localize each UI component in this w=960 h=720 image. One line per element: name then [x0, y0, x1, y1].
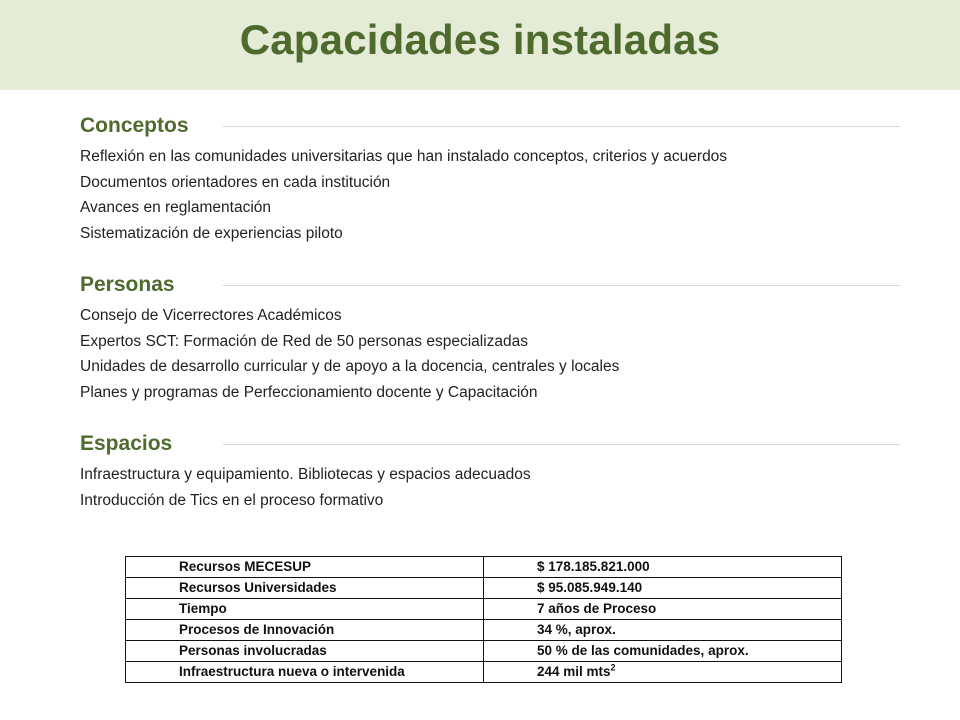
- section-title: Personas: [80, 273, 175, 296]
- section-header: [80, 112, 900, 140]
- section-divider: [223, 126, 900, 127]
- row-value: $ 95.085.949.140: [484, 578, 842, 599]
- row-label: Personas involucradas: [126, 641, 484, 662]
- row-label: Recursos MECESUP: [126, 557, 484, 578]
- row-label: Recursos Universidades: [126, 578, 484, 599]
- row-label: Tiempo: [126, 599, 484, 620]
- list-item: Unidades de desarrollo curricular y de apoyo a la docencia, centrales y locales: [80, 358, 620, 376]
- row-value: 50 % de las comunidades, aprox.: [484, 641, 842, 662]
- list-item: Avances en reglamentación: [80, 199, 272, 217]
- section-header: [80, 271, 900, 299]
- section-header: [80, 430, 900, 458]
- row-value: $ 178.185.821.000: [484, 557, 842, 578]
- table-row: [126, 641, 842, 662]
- list-item: Infraestructura y equipamiento. Bibliotecas y espacios adecuados: [80, 466, 531, 483]
- row-value: [484, 662, 842, 683]
- list-item: Reflexión en las comunidades universitarias que han instalado conceptos, criterios y acuerdos: [80, 148, 728, 165]
- list-item: Planes y programas de Perfeccionamiento docente y Capacitación: [80, 383, 538, 401]
- section-item-list: [80, 144, 900, 246]
- section-divider: [223, 285, 900, 286]
- list-item: Documentos orientadores en cada institución: [80, 173, 391, 191]
- section-divider: [223, 444, 900, 445]
- list-item: Consejo de Vicerrectores Académicos: [80, 307, 342, 324]
- row-value-text: 244 mil mts: [537, 664, 611, 679]
- section-espacios: [80, 430, 900, 513]
- page-title: Capacidades instaladas: [239, 16, 721, 63]
- section-title: Espacios: [80, 432, 173, 455]
- row-label: Procesos de Innovación: [126, 620, 484, 641]
- table-row: [126, 599, 842, 620]
- table-row: [126, 578, 842, 599]
- row-value: 34 %, aprox.: [484, 620, 842, 641]
- summary-table: [125, 556, 842, 683]
- section-personas: [80, 271, 900, 405]
- list-item: Introducción de Tics en el proceso formativo: [80, 491, 384, 509]
- table-row: [126, 557, 842, 578]
- section-conceptos: [80, 112, 900, 246]
- section-item-list: [80, 462, 900, 513]
- table-row: [126, 662, 842, 683]
- table-row: [126, 620, 842, 641]
- row-value-superscript: 2: [610, 662, 616, 673]
- row-value: 7 años de Proceso: [484, 599, 842, 620]
- list-item: Sistematización de experiencias piloto: [80, 224, 343, 242]
- section-item-list: [80, 303, 900, 405]
- section-title: Conceptos: [80, 114, 189, 137]
- row-label: Infraestructura nueva o intervenida: [126, 662, 484, 683]
- list-item: Expertos SCT: Formación de Red de 50 personas especializadas: [80, 332, 529, 350]
